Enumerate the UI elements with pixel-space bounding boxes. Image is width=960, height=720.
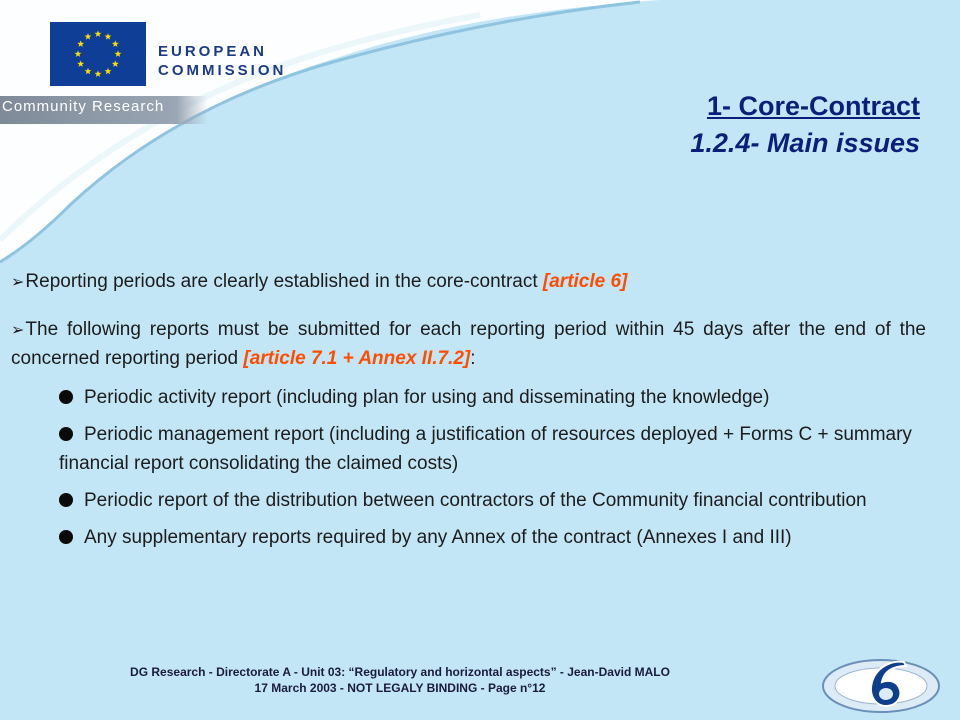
filled-circle-icon — [59, 427, 73, 441]
flag-star — [115, 50, 122, 57]
logo-line-european: EUROPEAN — [158, 43, 268, 60]
paragraph-2-tail: : — [470, 348, 476, 369]
title-line-2: 1.2.4- Main issues — [690, 128, 920, 158]
paragraph-reports — [11, 316, 926, 373]
community-research-banner — [0, 96, 208, 124]
footer-line-1: DG Research - Directorate A - Unit 03: “Regulatory and horizontal aspects” - Jean-David MALO — [130, 665, 670, 679]
article-reference: [article 7.1 + Annex II.7.2] — [243, 348, 471, 369]
list-item — [59, 420, 926, 478]
flag-star — [75, 50, 82, 57]
fp6-logo-icon — [820, 652, 942, 716]
community-research-label: Community Research — [2, 98, 165, 115]
flag-star — [85, 68, 92, 75]
filled-circle-icon — [59, 390, 73, 404]
list-item-text: Periodic report of the distribution between contractors of the Community financial contribution — [84, 490, 867, 511]
paragraph-1-text: Reporting periods are clearly established in the core-contract — [25, 271, 543, 292]
list-item-text: Periodic management report (including a justification of resources deployed + Forms C + summary financial report consolidating the claimed costs) — [59, 424, 912, 474]
list-item-text: Any supplementary reports required by any Annex of the contract (Annexes I and III) — [84, 527, 792, 548]
commission-logo-text — [158, 42, 286, 80]
flag-star — [105, 33, 112, 40]
right-arrow-icon: ➢ — [11, 322, 25, 339]
article-reference: [article 6] — [542, 271, 628, 292]
slide-footer — [0, 664, 800, 696]
eu-flag-icon — [50, 22, 146, 86]
slide-body — [11, 268, 926, 560]
flag-star — [77, 40, 84, 47]
list-item — [59, 523, 926, 552]
flag-star — [105, 68, 112, 75]
flag-star — [95, 30, 102, 37]
logo-line-commission: COMMISSION — [158, 62, 287, 79]
list-item — [59, 383, 926, 412]
paragraph-reporting-periods — [11, 268, 926, 297]
flag-star — [95, 70, 102, 77]
list-item-text: Periodic activity report (including plan for using and disseminating the knowledge) — [84, 387, 770, 408]
footer-line-2: 17 March 2003 - NOT LEGALY BINDING - Page n°12 — [254, 681, 546, 695]
flag-star — [77, 60, 84, 67]
right-arrow-icon: ➢ — [11, 274, 25, 291]
filled-circle-icon — [59, 493, 73, 507]
flag-star — [112, 40, 119, 47]
paragraph-2-text: The following reports must be submitted for each reporting period within 45 days after the end of the concerned reporting period — [11, 319, 926, 369]
flag-star — [112, 60, 119, 67]
title-line-1: 1- Core-Contract — [706, 91, 920, 121]
filled-circle-icon — [59, 530, 73, 544]
flag-star — [85, 33, 92, 40]
slide-title — [690, 88, 920, 162]
list-item — [59, 486, 926, 515]
